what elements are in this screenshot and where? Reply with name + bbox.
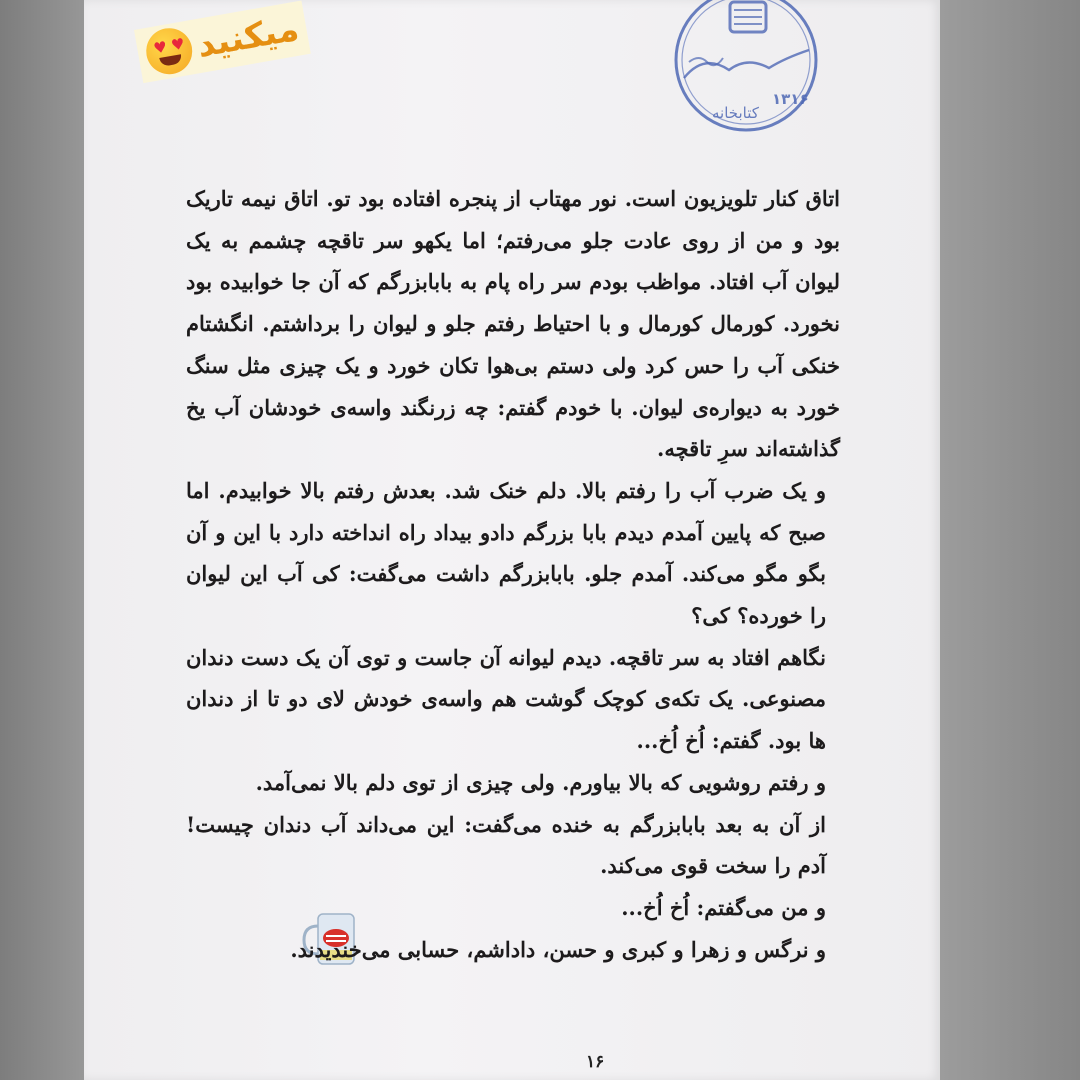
paragraph-1: اتاق کنار تلویزیون است. نور مهتاب از پنجره افتاده بود تو. اتاق نیمه تاریک بود و من از روی عادت جلو می‌رفتم؛ اما یکهو سر تاقچه چشمم به یک لیوان آب افتاد. مواظب بودم سر راه پام به بابابزرگم که آن جا خوابیده بود نخورد. کورمال کورمال و با احتیاط رفتم جلو و لیوان را برداشتم. انگشتام خنکی آب را حس کرد ولی دستم بی‌هوا تکان خورد و یک چیزی مثل سنگ خورد به دیواره‌ی لیوان. با خودم گفتم: چه زرنگند واسه‌ی خودشان آب یخ گذاشته‌اند سرِ تاقچه. — [186, 186, 840, 462]
heart-eyes-emoji-icon: ♥ ♥ — [143, 25, 196, 78]
story-text — [186, 178, 840, 970]
paragraph-4: و رفتم روشویی که بالا بیاورم. ولی چیزی از توی دلم بالا نمی‌آمد. — [255, 769, 826, 795]
background-left — [0, 0, 84, 1080]
stamp-text: کتابخانه — [712, 104, 759, 122]
paragraph-7: و نرگس و زهرا و کبری و حسن، داداشم، حسابی می‌خندیدند. — [290, 936, 826, 962]
page-number: ۱۶ — [586, 1052, 605, 1072]
background-right — [940, 0, 1080, 1080]
library-stamp — [664, 0, 829, 138]
stamp-year: ۱۳۱۶ — [772, 90, 809, 108]
paragraph-2: و یک ضرب آب را رفتم بالا. دلم خنک شد. بعدش رفتم بالا خوابیدم. اما صبح که پایین آمدم دیدم بابا بزرگم دادو بیداد راه انداخته دارد با این و آن بگو مگو می‌کند. آمدم جلو. بابابزرگم داشت می‌گفت: کی آب این لیوان را خورده؟ کی؟ — [186, 477, 826, 629]
banner-line-2: میکنید — [194, 8, 302, 66]
paragraph-5: از آن به بعد بابابزرگم به خنده می‌گفت: این می‌داند آب دندان چیست! آدم را سخت قوی می‌کند. — [186, 811, 826, 879]
paragraph-3: نگاهم افتاد به سر تاقچه. دیدم لیوانه آن جاست و توی آن یک دست دندان مصنوعی. یک تکه‌ی کوچک گوشت هم واسه‌ی خودش لای دو تا از دندان ها بود. گفتم: اُخ اُخ... — [186, 644, 826, 754]
paragraph-6: و من می‌گفتم: اُخ اُخ... — [621, 894, 826, 920]
